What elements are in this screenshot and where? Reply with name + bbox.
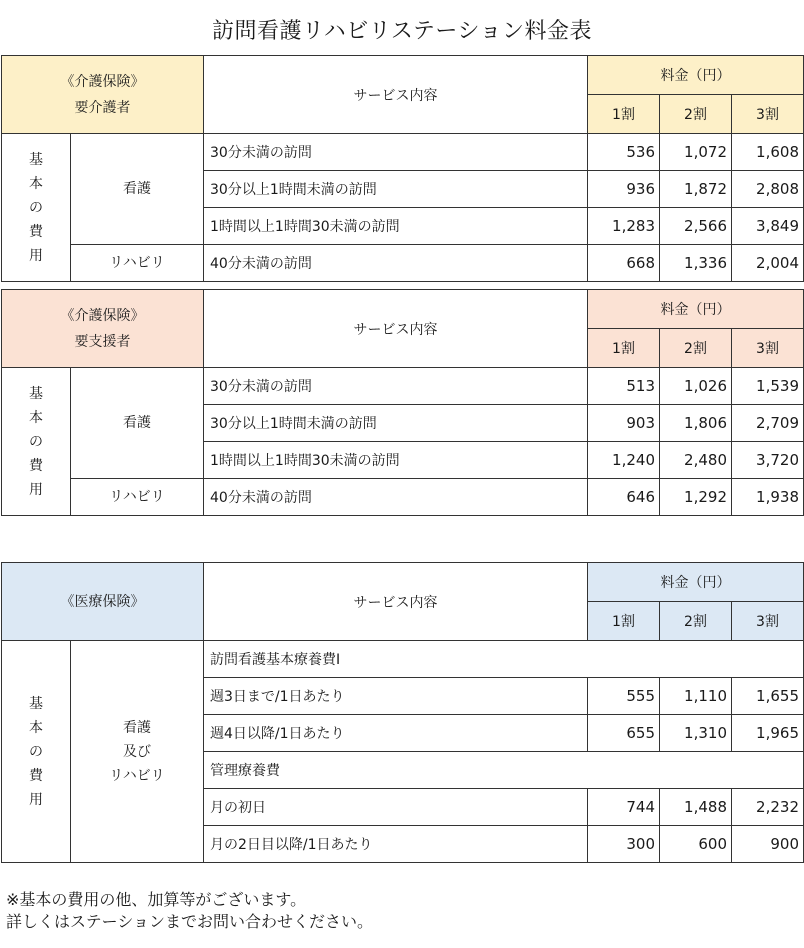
footnote-line: 詳しくはステーションまでお問い合わせください。 (6, 912, 374, 931)
label-char: 用 (29, 481, 43, 498)
table-header-row (2, 290, 804, 329)
fee-value: 2,808 (732, 171, 804, 208)
fee-value: 1,072 (660, 134, 732, 171)
label-char: 本 (29, 409, 43, 426)
rate-header: 3割 (732, 95, 804, 134)
fee-header: 料金（円） (588, 563, 804, 602)
service-name: 週3日まで/1日あたり (204, 678, 588, 715)
insurance-header (2, 290, 204, 368)
label-char: 用 (29, 791, 43, 808)
fee-value: 1,872 (660, 171, 732, 208)
fee-value: 1,965 (732, 715, 804, 752)
table-row (2, 134, 804, 171)
fee-value: 936 (588, 171, 660, 208)
label-char: 基 (29, 695, 43, 712)
fee-value: 1,336 (660, 245, 732, 282)
rate-header: 3割 (732, 602, 804, 641)
fee-value: 3,720 (732, 442, 804, 479)
table-row (2, 245, 804, 282)
rate-header: 2割 (660, 602, 732, 641)
label-char: 費 (29, 457, 43, 474)
service-header: サービス内容 (204, 563, 588, 641)
label-char: の (29, 743, 43, 760)
table-header-row (2, 563, 804, 602)
fee-value: 1,292 (660, 479, 732, 516)
fee-value: 600 (660, 826, 732, 863)
fee-value: 1,655 (732, 678, 804, 715)
fee-value: 2,004 (732, 245, 804, 282)
insurance-header (2, 563, 204, 641)
insurance-level: 要介護者 (74, 99, 131, 116)
fee-value: 2,480 (660, 442, 732, 479)
service-name: 40分未満の訪問 (204, 479, 588, 516)
fee-value: 1,110 (660, 678, 732, 715)
fee-value: 1,310 (660, 715, 732, 752)
category-line: 及び (123, 743, 151, 760)
footnote-line: ※基本の費用の他、加算等がございます。 (6, 890, 307, 909)
fee-value: 1,608 (732, 134, 804, 171)
fee-value: 2,566 (660, 208, 732, 245)
fee-value: 655 (588, 715, 660, 752)
label-char: 費 (29, 223, 43, 240)
insurance-header (2, 56, 204, 134)
category-rehab: リハビリ (71, 479, 204, 516)
rate-header: 2割 (660, 329, 732, 368)
category-line: 看護 (123, 719, 151, 736)
fee-value: 1,488 (660, 789, 732, 826)
section-heading: 管理療養費 (204, 752, 804, 789)
category-line: リハビリ (109, 767, 165, 784)
rate-header: 2割 (660, 95, 732, 134)
fee-value: 646 (588, 479, 660, 516)
fee-header: 料金（円） (588, 290, 804, 329)
label-char: 用 (29, 247, 43, 264)
basic-fee-label (2, 641, 71, 863)
fee-value: 2,709 (732, 405, 804, 442)
table-row (2, 641, 804, 678)
fee-value: 744 (588, 789, 660, 826)
rate-header: 1割 (588, 329, 660, 368)
fee-value: 1,283 (588, 208, 660, 245)
fee-value: 900 (732, 826, 804, 863)
service-name: 月の初日 (204, 789, 588, 826)
insurance-type: 《介護保険》 (60, 307, 145, 324)
service-name: 週4日以降/1日あたり (204, 715, 588, 752)
label-char: 基 (29, 385, 43, 402)
fee-value: 668 (588, 245, 660, 282)
label-char: の (29, 199, 43, 216)
fee-value: 1,806 (660, 405, 732, 442)
label-char: の (29, 433, 43, 450)
fee-value: 3,849 (732, 208, 804, 245)
label-char: 費 (29, 767, 43, 784)
service-name: 30分以上1時間未満の訪問 (204, 171, 588, 208)
section-heading: 訪問看護基本療養費Ⅰ (204, 641, 804, 678)
table-header-row (2, 56, 804, 95)
service-name: 月の2日目以降/1日あたり (204, 826, 588, 863)
support-fee-table (1, 289, 804, 516)
table-row (2, 368, 804, 405)
service-name: 1時間以上1時間30未満の訪問 (204, 208, 588, 245)
service-name: 1時間以上1時間30未満の訪問 (204, 442, 588, 479)
medical-fee-table (1, 562, 804, 863)
page-title: 訪問看護リハビリステーション料金表 (211, 19, 593, 44)
care-fee-table (1, 55, 804, 282)
fee-value: 1,026 (660, 368, 732, 405)
fee-value: 1,539 (732, 368, 804, 405)
fee-value: 513 (588, 368, 660, 405)
fee-value: 536 (588, 134, 660, 171)
fee-header: 料金（円） (588, 56, 804, 95)
category-nursing: 看護 (71, 368, 204, 479)
rate-header: 3割 (732, 329, 804, 368)
label-char: 本 (29, 719, 43, 736)
fee-value: 2,232 (732, 789, 804, 826)
service-header: サービス内容 (204, 290, 588, 368)
rate-header: 1割 (588, 602, 660, 641)
basic-fee-label (2, 368, 71, 516)
footnotes (6, 889, 373, 933)
category-nursing-rehab (71, 641, 204, 863)
category-rehab: リハビリ (71, 245, 204, 282)
service-name: 40分未満の訪問 (204, 245, 588, 282)
fee-value: 300 (588, 826, 660, 863)
insurance-level: 要支援者 (74, 333, 131, 350)
fee-value: 555 (588, 678, 660, 715)
service-name: 30分以上1時間未満の訪問 (204, 405, 588, 442)
fee-value: 1,240 (588, 442, 660, 479)
fee-value: 1,938 (732, 479, 804, 516)
basic-fee-label (2, 134, 71, 282)
table-row (2, 479, 804, 516)
insurance-type: 《医療保険》 (60, 593, 145, 610)
category-nursing: 看護 (71, 134, 204, 245)
label-char: 本 (29, 175, 43, 192)
insurance-type: 《介護保険》 (60, 73, 145, 90)
label-char: 基 (29, 151, 43, 168)
service-header: サービス内容 (204, 56, 588, 134)
service-name: 30分未満の訪問 (204, 368, 588, 405)
service-name: 30分未満の訪問 (204, 134, 588, 171)
rate-header: 1割 (588, 95, 660, 134)
fee-value: 903 (588, 405, 660, 442)
